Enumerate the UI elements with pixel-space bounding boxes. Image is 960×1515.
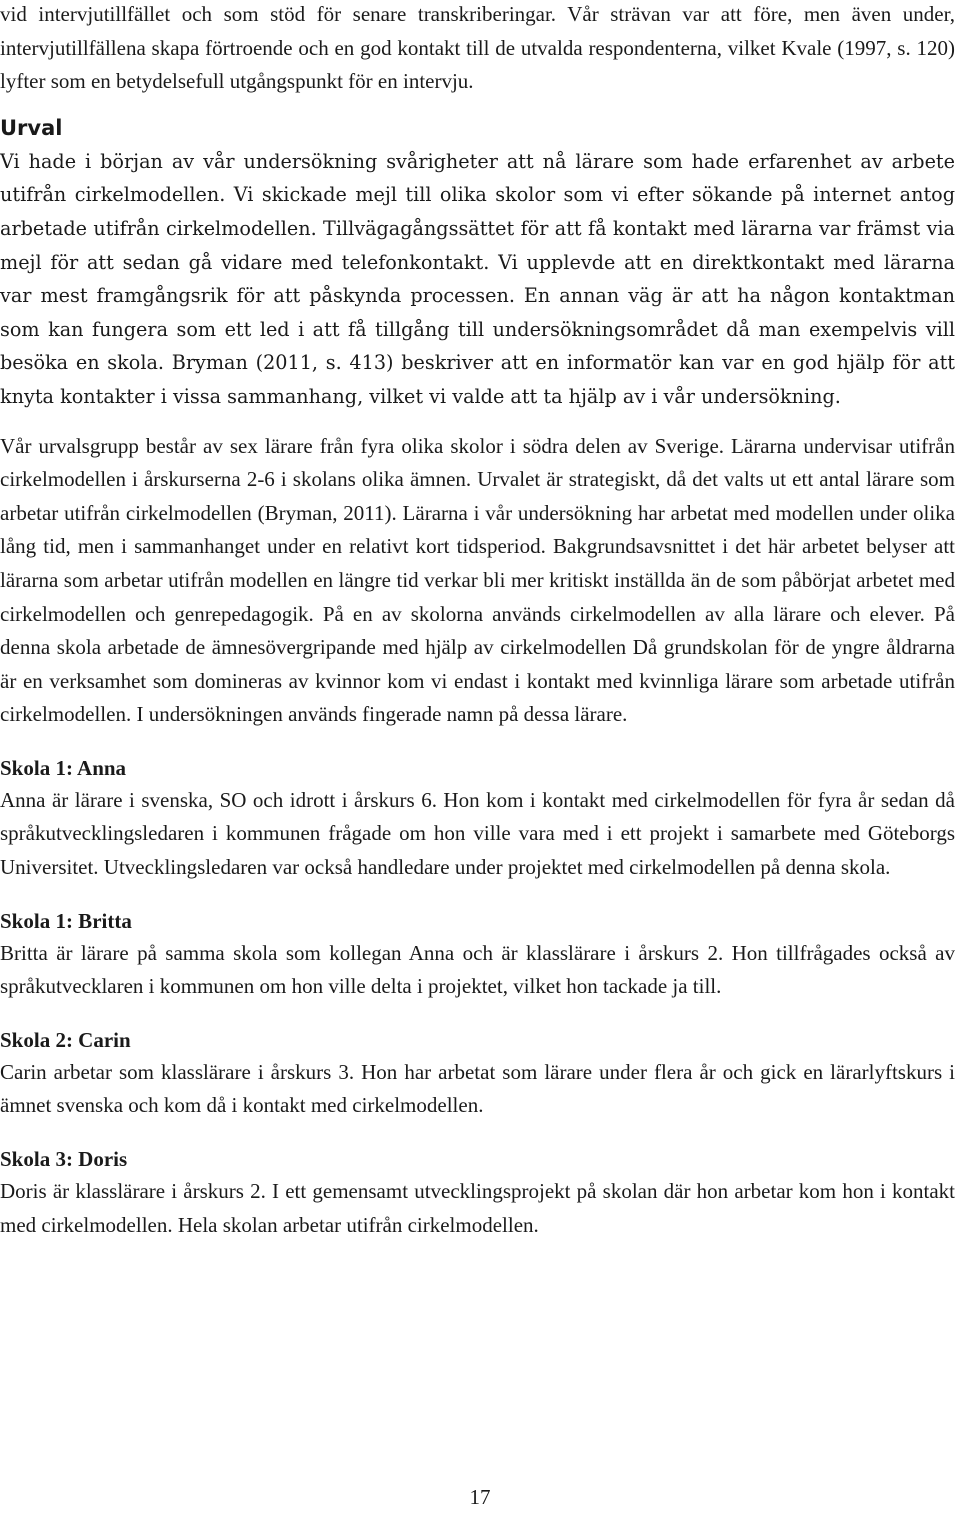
teacher-heading-britta: Skola 1: Britta	[0, 908, 132, 933]
teacher-heading-carin: Skola 2: Carin	[0, 1027, 131, 1052]
teacher-heading-anna: Skola 1: Anna	[0, 755, 127, 780]
teacher-heading-doris: Skola 3: Doris	[0, 1147, 128, 1172]
teacher-text-carin: Carin arbetar som klasslärare i årskurs 3. Hon har arbetat som lärare under flera år och gick en lärarlyftskurs i ämnet svenska och kom då i kontakt med cirkelmodellen.	[0, 1059, 955, 1118]
teacher-text-britta: Britta är lärare på samma skola som kollegan Anna och är klasslärare i årskurs 2. Hon tillfrågades också av språkutvecklaren i kommunen om hon ville delta i projektet, vilket hon tackade ja till.	[0, 940, 955, 999]
page-number: 17	[469, 1485, 491, 1509]
urval-paragraph-1: Vi hade i början av vår undersökning svårigheter att nå lärare som hade erfarenhet av arbete utifrån cirkelmodellen. Vi skickade mejl till olika skolor som vi efter sökande på internet antog arbetade utifrån cirkelmodellen. Tillvägagångssättet för att få kontakt med lärarna var främst via mejl för att sedan gå vidare med telefonkontakt. Vi upplevde att en direktkontakt med lärarna var mest framgångsrik för att påskynda processen. En annan väg är att ha någon kontaktman som kan fungera som ett led i att få tillgång till undersökningsområdet då man exempelvis vill besöka en skola. Bryman (2011, s. 413) beskriver att en informatör kan var en god hjälp för att knyta kontakter i vissa sammanhang, vilket vi valde att ta hjälp av i vår undersökning.	[0, 149, 955, 408]
teacher-text-anna: Anna är lärare i svenska, SO och idrott i årskurs 6. Hon kom i kontakt med cirkelmodellen för fyra år sedan då språkutvecklingsledaren i kommunen frågade om hon ville vara med i ett projekt i samarbete med Göteborgs Universitet. Utvecklingsledaren var också handledare under projektet med cirkelmodellen på denna skola.	[0, 787, 955, 880]
teacher-text-doris: Doris är klasslärare i årskurs 2. I ett gemensamt utvecklingsprojekt på skolan där hon arbetar kom hon i kontakt med cirkelmodellen. Hela skolan arbetar utifrån cirkelmodellen.	[0, 1179, 955, 1237]
intro-paragraph: vid intervjutillfället och som stöd för senare transkriberingar. Vår strävan var att före, men även under, intervjutillfällena skapa förtroende och en god kontakt till de utvalda respondenterna, vilket Kvale (1997, s. 120) lyfter som en betydelsefull utgångspunkt för en intervju.	[0, 2, 955, 94]
section-heading-urval: Urval	[0, 115, 63, 140]
urval-paragraph-2: Vår urvalsgrupp består av sex lärare från fyra olika skolor i södra delen av Sverige. Lärarna undervisar utifrån cirkelmodellen i årskurserna 2-6 i skolans olika ämnen. Urvalet är strategiskt, då det valts ut ett antal lärare som arbetar utifrån cirkelmodellen (Bryman, 2011). Lärarna i vår undersökning har arbetat med modellen under olika lång tid, men i sammanhanget under en relativt kort tidsperiod. Bakgrundsavsnittet i det här arbetet belyser att lärarna som arbetar utifrån modellen en längre tid verkar bli mer kritiskt inställda än de som påbörjat arbetet med cirkelmodellen och genrepedagogik. På en av skolorna används cirkelmodellen av alla lärare och elever. På denna skola arbetade de ämnesövergripande med hjälp av cirkelmodellen Då grundskolan för de yngre åldrarna är en verksamhet som domineras av kvinnor kom vi endast i kontakt med kvinnliga lärare som arbetade utifrån cirkelmodellen. I undersökningen används fingerade namn på dessa lärare.	[0, 433, 955, 727]
